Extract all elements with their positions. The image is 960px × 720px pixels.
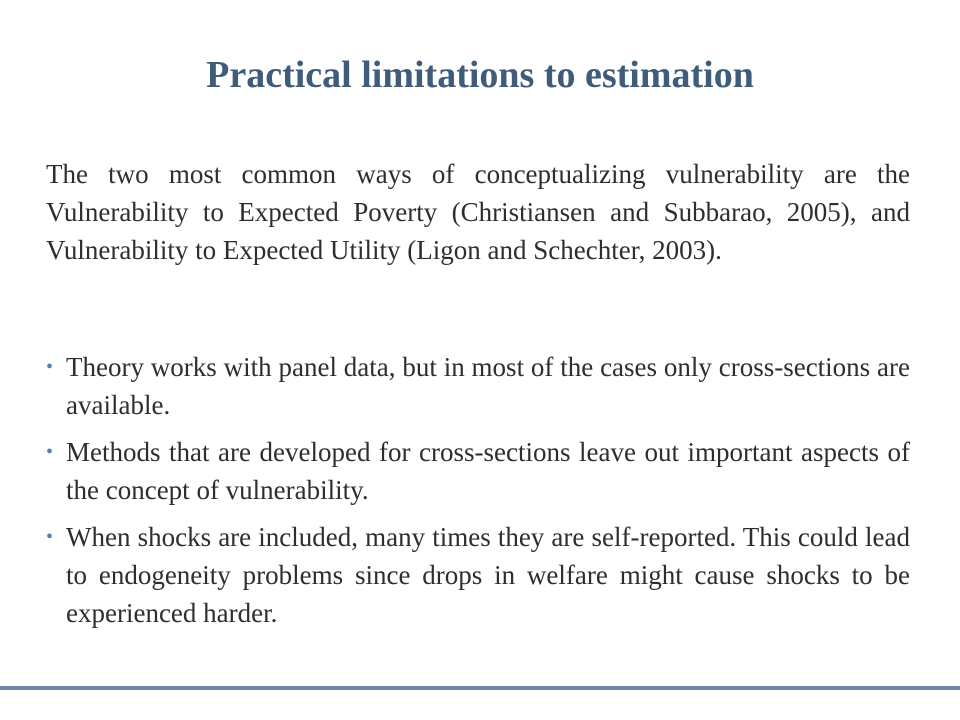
footer-divider bbox=[0, 686, 960, 690]
bullet-icon: • bbox=[46, 526, 54, 548]
bullet-text: Theory works with panel data, but in most of the cases only cross-sections are available. bbox=[66, 352, 910, 420]
bullet-item bbox=[46, 518, 910, 632]
bullet-icon: • bbox=[46, 441, 54, 463]
slide-title: Practical limitations to estimation bbox=[206, 54, 754, 96]
intro-paragraph: The two most common ways of conceptualizing vulnerability are the Vulnerability to Expected Poverty (Christiansen and Subbarao, 2005), and Vulnerability to Expected Utility (Ligon and Schechter, 2003). bbox=[46, 159, 910, 265]
bullet-text: When shocks are included, many times they are self-reported. This could lead to endogeneity problems since drops in welfare might cause shocks to be experienced harder. bbox=[66, 522, 910, 628]
bullet-item bbox=[46, 348, 910, 424]
bullet-icon: • bbox=[46, 356, 54, 378]
bullet-list bbox=[46, 348, 910, 641]
bullet-item bbox=[46, 433, 910, 509]
bullet-text: Methods that are developed for cross-sections leave out important aspects of the concept of vulnerability. bbox=[66, 437, 910, 505]
